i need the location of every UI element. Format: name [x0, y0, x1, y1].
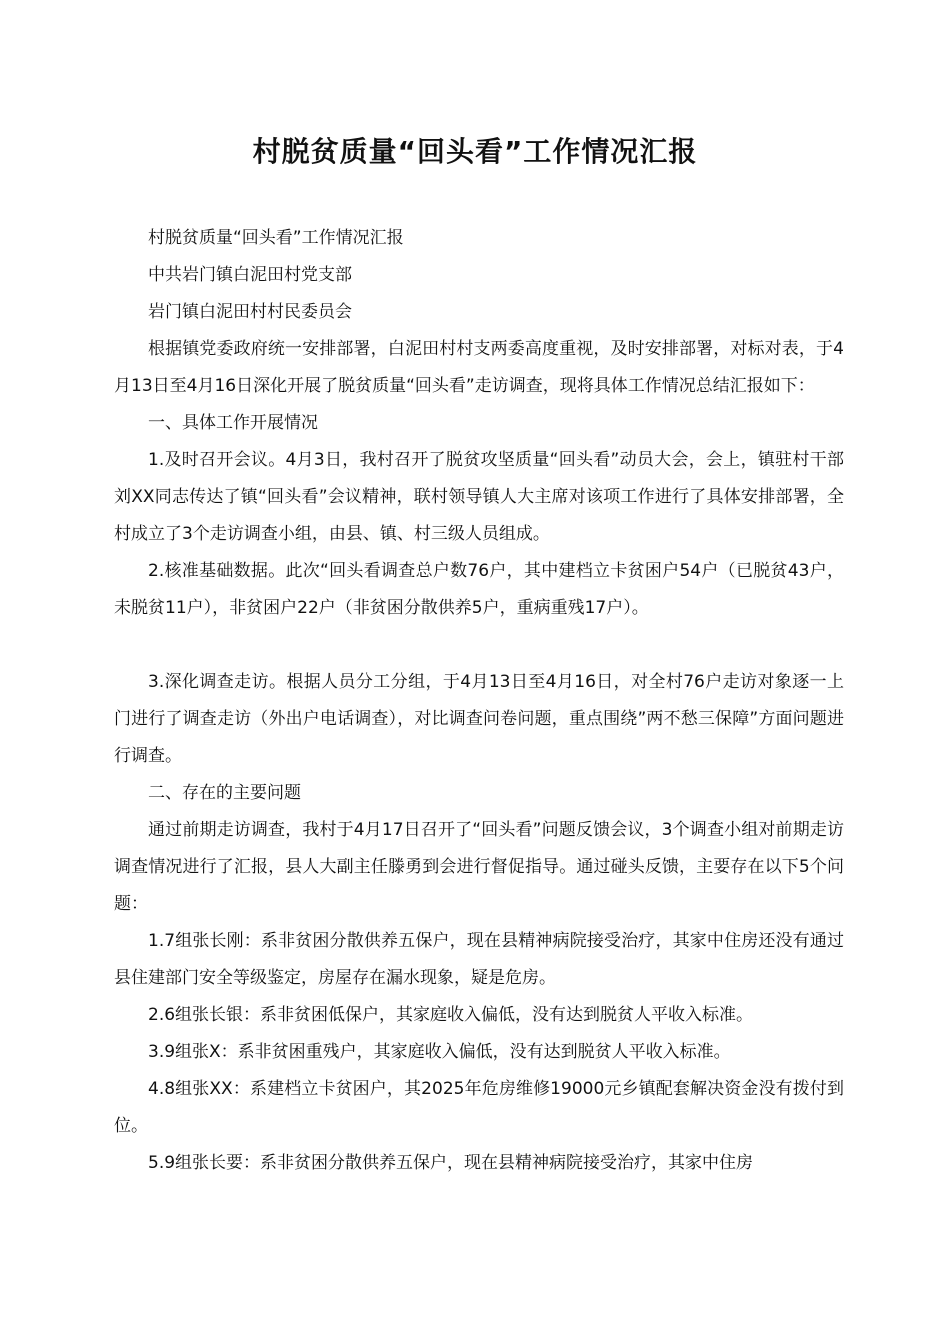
party-branch-line: 中共岩门镇白泥田村党支部 [148, 265, 352, 285]
problem-item: 3.9组张X：系非贫困重残户，其家庭收入偏低，没有达到脱贫人平收入标准。 [148, 1042, 731, 1062]
problem-item: 2.6组张长银：系非贫困低保户，其家庭收入偏低，没有达到脱贫人平收入标准。 [148, 1005, 754, 1025]
item-paragraph: 3.深化调查走访。根据人员分工分组，于4月13日至4月16日，对全村76户走访对象逐一上门进行了调查走访（外出户电话调查），对比调查问卷问题，重点围绕”两不愁三保障”方面问题进行调查。 [114, 672, 844, 766]
intro-paragraph: 根据镇党委政府统一安排部署，白泥田村村支两委高度重视，及时安排部署，对标对表，于4月13日至4月16日深化开展了脱贫质量“回头看”走访调查，现将具体工作情况总结汇报如下： [114, 339, 844, 396]
village-committee-line: 岩门镇白泥田村村民委员会 [148, 302, 352, 322]
item-paragraph: 2.核准基础数据。此次“回头看调查总户数76户，其中建档立卡贫困户54户（已脱贫43户，未脱贫11户），非贫困户22户（非贫困分散供养5户，重病重残17户）。 [114, 561, 844, 618]
document-title: 村脱贫质量“回头看”工作情况汇报 [252, 135, 698, 168]
problem-item: 4.8组张XX：系建档立卡贫困户，其2025年危房维修19000元乡镇配套解决资金没有拨付到位。 [114, 1079, 844, 1136]
section-heading-1: 一、具体工作开展情况 [148, 413, 318, 433]
blank-line [114, 627, 844, 664]
subtitle-line: 村脱贫质量“回头看”工作情况汇报 [148, 228, 404, 248]
problem-item: 5.9组张长要：系非贫困分散供养五保户，现在县精神病院接受治疗，其家中住房 [148, 1153, 754, 1173]
problems-intro-paragraph: 通过前期走访调查，我村于4月17日召开了“回头看”问题反馈会议，3个调查小组对前期走访调查情况进行了汇报，县人大副主任滕勇到会进行督促指导。通过碰头反馈，主要存在以下5个问题： [114, 820, 844, 914]
section-heading-2: 二、存在的主要问题 [148, 783, 301, 803]
item-paragraph: 1.及时召开会议。4月3日，我村召开了脱贫攻坚质量“回头看”动员大会，会上，镇驻村干部刘XX同志传达了镇“回头看”会议精神，联村领导镇人大主席对该项工作进行了具体安排部署，全村成立了3个走访调查小组，由县、镇、村三级人员组成。 [114, 450, 844, 544]
document-body [114, 220, 844, 1182]
problem-item: 1.7组张长刚：系非贫困分散供养五保户，现在县精神病院接受治疗，其家中住房还没有通过县住建部门安全等级鉴定，房屋存在漏水现象，疑是危房。 [114, 931, 844, 988]
